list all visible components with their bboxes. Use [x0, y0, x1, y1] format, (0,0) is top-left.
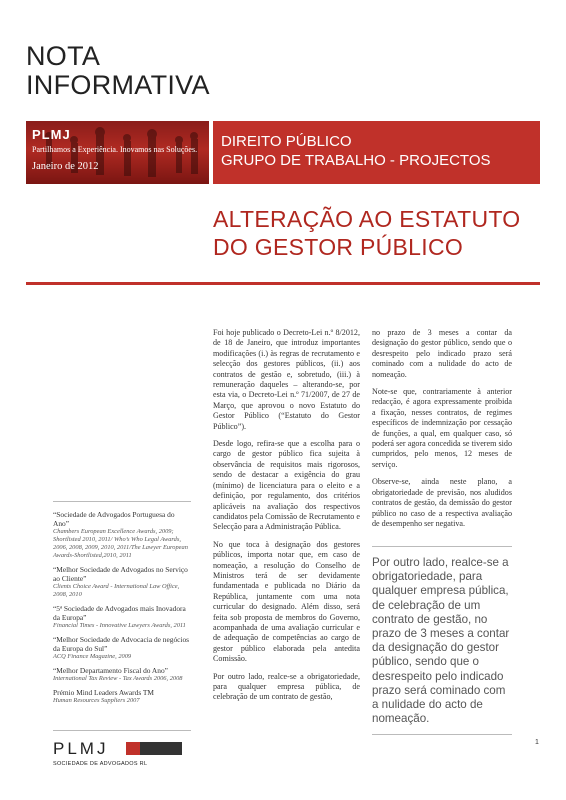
title-line-2: INFORMATIVA — [26, 70, 210, 100]
paragraph: No que toca à designação dos gestores públicos, importa notar que, em caso de nomeação, a resolução do Conselho de Ministros terá de ser devidamente fundamentada e publicada no Diário da República, juntamente com uma nota curricular do designado. Além disso, será feita sob proposta de membros do Governo, acompanhada de uma avaliação curricular e de adequação de competências ao cargo de gestor público elaborada pela antedita Comissão. — [213, 539, 360, 664]
article-column-2 — [372, 328, 512, 536]
award-title: “Sociedade de Advogados Portuguesa do Ano” — [53, 510, 175, 528]
pull-quote: Por outro lado, realce-se a obrigatoriedade, para qualquer empresa pública, de celebração de um contrato de gestão, no prazo de 3 meses a contar da designação do gestor público, sendo que o desrespeito pelo indicado prazo será cominado com a nulidade do acto de nomeação. — [372, 556, 510, 726]
article-headline — [213, 205, 533, 261]
award-item — [53, 666, 191, 683]
paragraph: Note-se que, contrariamente à anterior redacção, é agora expressamente proibida a fixação, nesses contratos, de regimes específicos de indemnização por cessação de funções, a qual, em qualquer caso, só poderá ser agora concedida se tiverem sido cumpridos, pelo menos, 12 meses de serviço. — [372, 387, 512, 469]
footer-brand: PLMJ — [53, 739, 109, 758]
awards-divider-top — [53, 501, 191, 502]
paragraph: Foi hoje publicado o Decreto-Lei n.º 8/2012, de 18 de Janeiro, que introduz importantes modificações (i.) às regras de recrutamento e selecção dos gestores públicos, (ii.) aos contratos de gestão e, sobretudo, (iii.) à remuneração daqueles – alterando-se, por esta via, o Decreto-Lei n.º 71/2007, de 27 de Março, que aprovou o novo Estatuto do Gestor Público (“Estatuto do Gestor Público”). — [213, 328, 360, 431]
awards-divider-bottom — [53, 730, 191, 731]
title-line-1: NOTA — [26, 41, 101, 71]
page-number: 1 — [535, 739, 539, 746]
section-divider — [26, 282, 540, 285]
quote-divider-top — [372, 546, 512, 547]
paragraph: Por outro lado, realce-se a obrigatoriedade, para qualquer empresa pública, de celebração de um contrato de gestão, — [213, 671, 360, 702]
award-item — [53, 688, 191, 705]
banner-tagline: Partilhamos a Experiência. Inovamos nas Soluções. — [32, 145, 198, 154]
award-title: “Melhor Sociedade de Advocacia de negócios da Europa do Sul” — [53, 635, 190, 653]
award-item — [53, 565, 191, 599]
award-item — [53, 510, 191, 560]
banner — [26, 121, 540, 184]
award-source: Human Resources Suppliers 2007 — [53, 697, 140, 704]
practice-area-box — [213, 121, 540, 184]
practice-area-line-1: DIREITO PÚBLICO — [221, 133, 352, 150]
award-item — [53, 635, 191, 661]
award-title: Prémio Mind Leaders Awards TM — [53, 688, 154, 697]
award-title: “5ª Sociedade de Advogados mais Inovadora da Europa” — [53, 604, 186, 622]
award-source: ACQ Finance Magazine, 2009 — [53, 653, 132, 660]
award-source: Clients Choice Award - International Law Office, 2008, 2010 — [53, 583, 180, 598]
paragraph: Desde logo, refira-se que a escolha para o cargo de gestor público fica sujeita à observância de requisitos mais rigorosos, sendo de destacar a exigência do grau (mínimo) de licenciatura para o eleito e a definição, por regulamento, dos critérios aplicáveis na avaliação dos respectivos candidatos pela Comissão de Recrutamento e Selecção para a Administração Pública. — [213, 439, 360, 532]
article-column-1 — [213, 328, 360, 710]
award-title: “Melhor Departamento Fiscal do Ano” — [53, 666, 168, 675]
award-source: International Tax Review - Tax Awards 2006, 2008 — [53, 675, 183, 682]
headline-line-2: DO GESTOR PÚBLICO — [213, 234, 464, 260]
paragraph: no prazo de 3 meses a contar da designação do gestor público, sendo que o desrespeito pelo indicado prazo será cominado com a nulidade do acto de nomeação. — [372, 328, 512, 379]
paragraph: Observe-se, ainda neste plano, a obrigatoriedade de previsão, nos aludidos contratos de gestão, da demissão do gestor público no caso de a respectiva avaliação de desempenho ser negativa. — [372, 477, 512, 528]
banner-brand: PLMJ — [32, 127, 71, 142]
footer-firm-name: SOCIEDADE DE ADVOGADOS RL — [53, 761, 148, 767]
awards-list — [53, 510, 191, 710]
practice-area-line-2: GRUPO DE TRABALHO - PROJECTOS — [221, 152, 491, 169]
footer-logo — [53, 739, 147, 767]
award-source: Financial Times - Innovative Lawyers Awards, 2011 — [53, 622, 186, 629]
award-source: Chambers European Excellence Awards, 2009; Shortlisted 2010, 2011/ Who’s Who Legal Awards, 2006, 2008, 2009, 2010, 2011/The Lawyer European Awards-Shortlisted,2010, 2011 — [53, 528, 188, 559]
newsletter-title — [26, 42, 226, 100]
award-title: “Melhor Sociedade de Advogados no Serviço ao Cliente” — [53, 565, 188, 583]
headline-line-1: ALTERAÇÃO AO ESTATUTO — [213, 206, 521, 232]
quote-divider-bottom — [372, 734, 512, 735]
publication-date: Janeiro de 2012 — [32, 161, 99, 172]
logo-mark-icon — [126, 742, 182, 755]
award-item — [53, 604, 191, 630]
banner-photo — [26, 121, 209, 184]
